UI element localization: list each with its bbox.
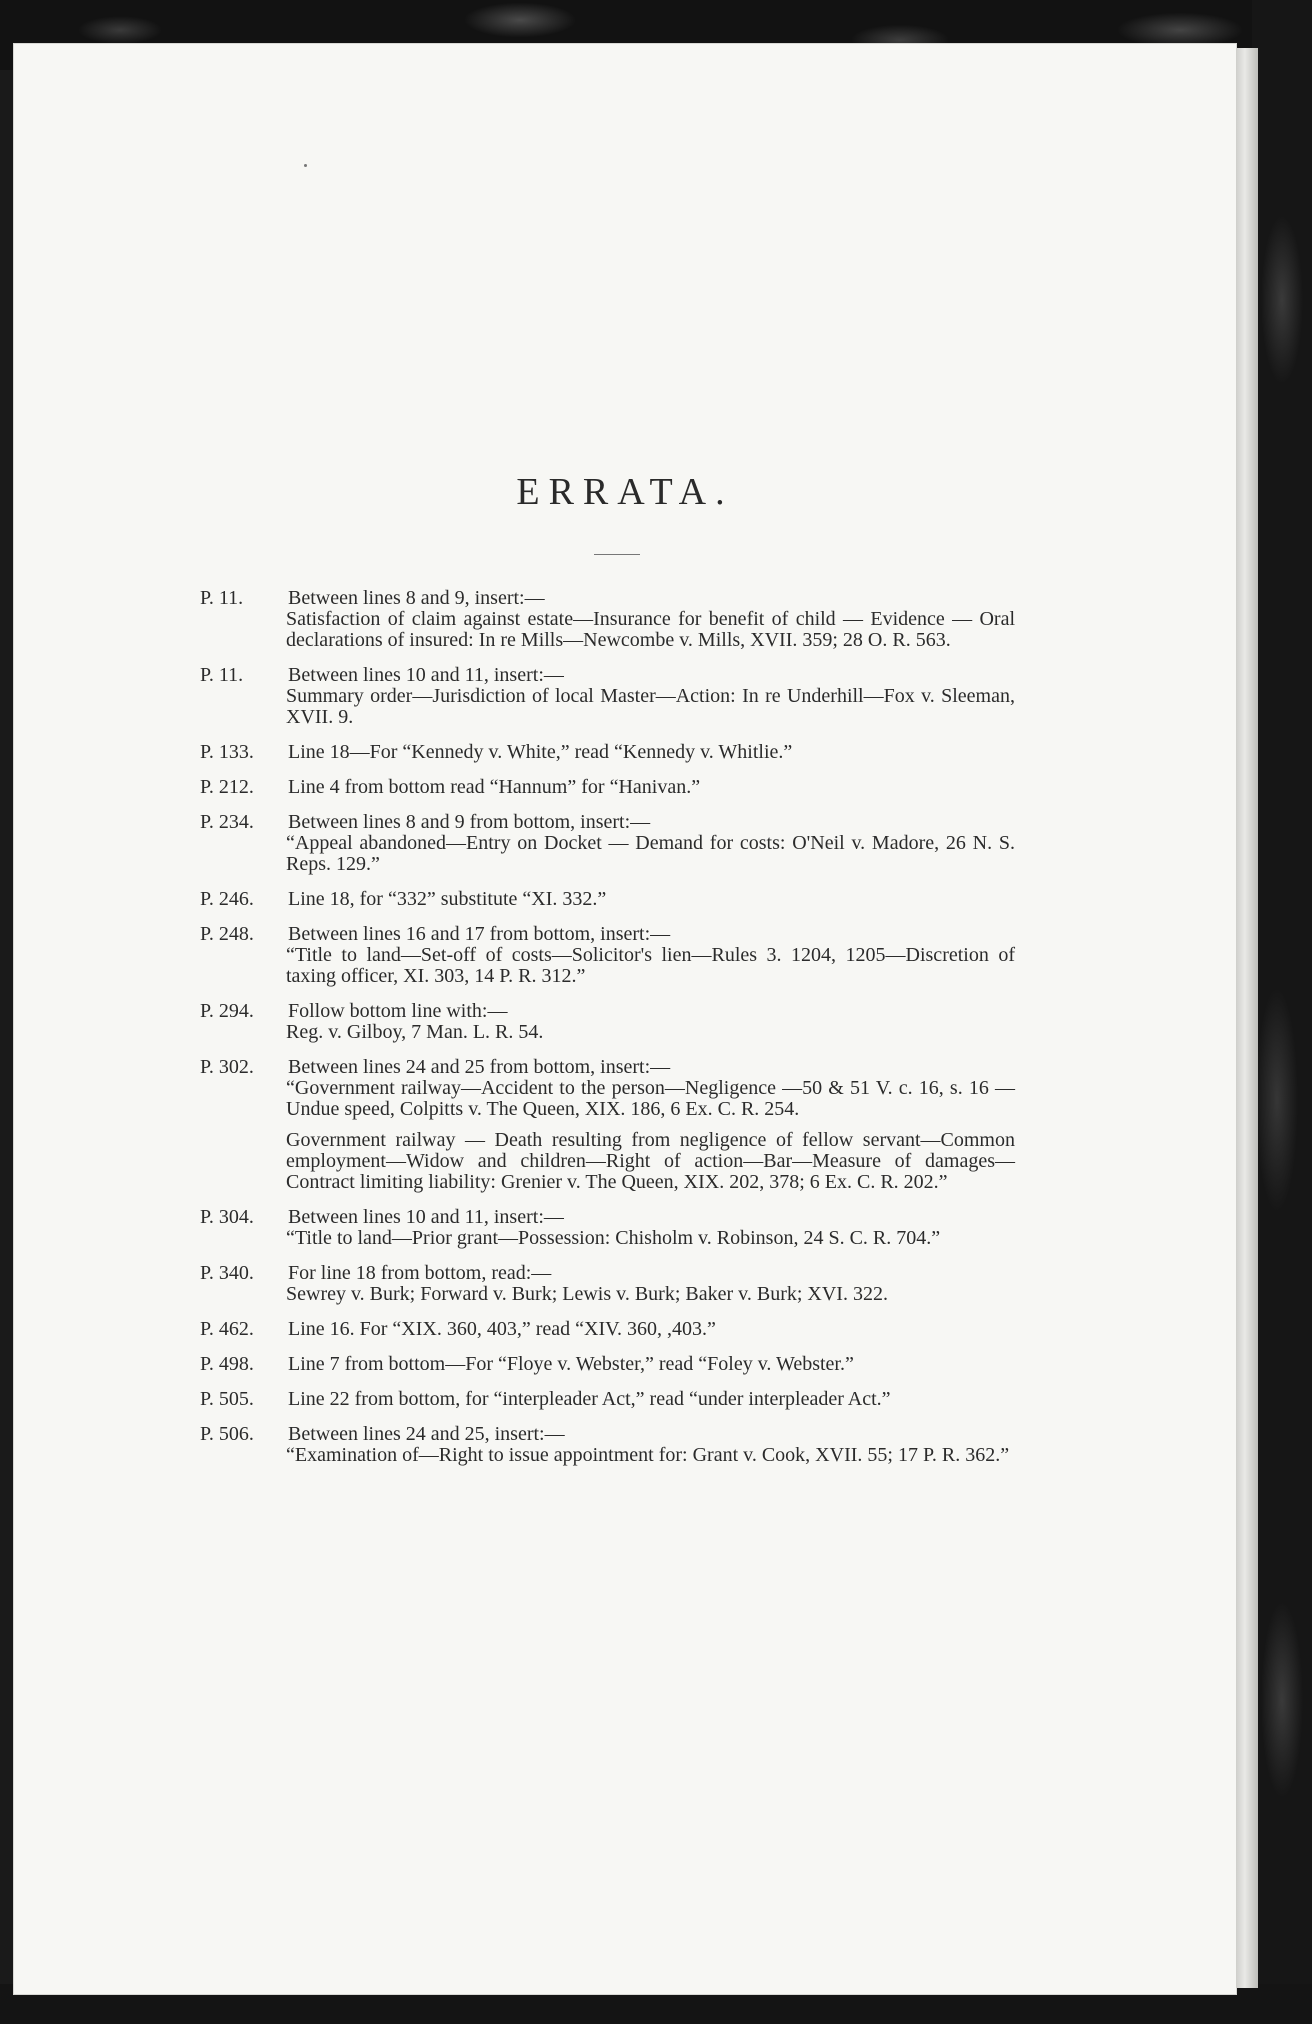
errata-instruction: Line 16. For “XIX. 360, 403,” read “XIV. 360, ,403.” (288, 1318, 716, 1340)
page-reference: P. 248. (200, 923, 254, 945)
errata-insert-text: Reg. v. Gilboy, 7 Man. L. R. 54. (286, 1021, 544, 1043)
errata-entry-head (200, 924, 1015, 945)
page-reference: P. 462. (200, 1318, 254, 1340)
errata-entry-head (200, 777, 1015, 798)
errata-instruction: For line 18 from bottom, read:— (288, 1262, 552, 1284)
speck (304, 164, 307, 167)
page-reference: P. 506. (200, 1423, 254, 1445)
errata-entry-head (200, 665, 1015, 686)
errata-entry-head (200, 1424, 1015, 1445)
errata-entry (200, 1263, 1015, 1305)
page-reference: P. 340. (200, 1262, 254, 1284)
errata-instruction: Follow bottom line with:— (288, 1000, 508, 1022)
errata-entry (200, 1354, 1015, 1375)
errata-instruction: Between lines 8 and 9, insert:— (288, 587, 545, 609)
errata-entry (200, 889, 1015, 910)
errata-insert-text: Summary order—Jurisdiction of local Master—Action: In re Underhill—Fox v. Sleeman, XVII. 9. (286, 685, 1015, 728)
errata-entry (200, 588, 1015, 651)
errata-entry (200, 1424, 1015, 1466)
page-reference: P. 11. (200, 587, 244, 609)
errata-instruction: Between lines 24 and 25, insert:— (288, 1423, 565, 1445)
errata-entry-head (200, 1057, 1015, 1078)
errata-instruction: Between lines 16 and 17 from bottom, insert:— (288, 923, 671, 945)
errata-insert-text: “Government railway—Accident to the person—Negligence —50 & 51 V. c. 16, s. 16 — Undue speed, Colpitts v. The Queen, XIX. 186, 6 Ex. C. R. 254. (286, 1077, 1015, 1120)
errata-entry-head (200, 1389, 1015, 1410)
errata-entry-head (200, 588, 1015, 609)
errata-insert-text: Government railway — Death resulting from negligence of fellow servant—Common employment—Widow and children—Right of action—Bar—Measure of damages—Contract limiting liability: Grenier v. The Queen, XIX. 202, 378; 6 Ex. C. R. 202.” (286, 1129, 1015, 1193)
errata-instruction: Line 18—For “Kennedy v. White,” read “Kennedy v. Whitlie.” (288, 741, 793, 763)
errata-entry (200, 812, 1015, 875)
errata-entry (200, 924, 1015, 987)
page-reference: P. 234. (200, 811, 254, 833)
errata-insert-text: “Examination of—Right to issue appointment for: Grant v. Cook, XVII. 55; 17 P. R. 362.” (286, 1444, 1010, 1466)
errata-entry-head (200, 1263, 1015, 1284)
page-reference: P. 304. (200, 1206, 254, 1228)
errata-entry (200, 1207, 1015, 1249)
errata-entry-head (200, 889, 1015, 910)
errata-entry-head (200, 1207, 1015, 1228)
errata-entry-head (200, 742, 1015, 763)
errata-insert-text: Satisfaction of claim against estate—Insurance for benefit of child — Evidence — Oral declarations of insured: In re Mills—Newcombe v. Mills, XVII. 359; 28 O. R. 563. (286, 608, 1015, 651)
errata-entry-head (200, 812, 1015, 833)
errata-entry-head (200, 1001, 1015, 1022)
errata-entry (200, 742, 1015, 763)
errata-instruction: Line 22 from bottom, for “interpleader Act,” read “under interpleader Act.” (288, 1388, 891, 1410)
page-reference: P. 212. (200, 776, 254, 798)
errata-instruction: Line 4 from bottom read “Hannum” for “Hanivan.” (288, 776, 701, 798)
page-reference: P. 294. (200, 1000, 254, 1022)
page-reference: P. 11. (200, 664, 244, 686)
page-reference: P. 505. (200, 1388, 254, 1410)
errata-list (200, 588, 1015, 1480)
title-rule (594, 554, 640, 555)
errata-entry-head (200, 1354, 1015, 1375)
errata-instruction: Between lines 24 and 25 from bottom, insert:— (288, 1056, 671, 1078)
errata-entry (200, 1389, 1015, 1410)
page-reference: P. 246. (200, 888, 254, 910)
errata-entry (200, 1057, 1015, 1193)
page-reference: P. 133. (200, 741, 254, 763)
errata-entry (200, 1319, 1015, 1340)
errata-entry (200, 1001, 1015, 1043)
page-title: ERRATA. (516, 471, 734, 513)
errata-entry (200, 665, 1015, 728)
errata-insert-text: “Title to land—Set-off of costs—Solicitor's lien—Rules 3. 1204, 1205—Discretion of taxing officer, XI. 303, 14 P. R. 312.” (286, 944, 1015, 987)
errata-insert-text: Sewrey v. Burk; Forward v. Burk; Lewis v. Burk; Baker v. Burk; XVI. 322. (286, 1283, 888, 1305)
errata-instruction: Line 7 from bottom—For “Floye v. Webster,” read “Foley v. Webster.” (288, 1353, 854, 1375)
page-reference: P. 498. (200, 1353, 254, 1375)
page-reference: P. 302. (200, 1056, 254, 1078)
page-fold (1236, 48, 1258, 1988)
errata-insert-text: “Title to land—Prior grant—Possession: Chisholm v. Robinson, 24 S. C. R. 704.” (286, 1227, 941, 1249)
errata-insert-text: “Appeal abandoned—Entry on Docket — Demand for costs: O'Neil v. Madore, 26 N. S. Reps. 129.” (286, 832, 1015, 875)
errata-entry-head (200, 1319, 1015, 1340)
right-background (1252, 0, 1312, 2024)
errata-instruction: Between lines 10 and 11, insert:— (288, 664, 564, 686)
errata-instruction: Between lines 10 and 11, insert:— (288, 1206, 564, 1228)
errata-instruction: Line 18, for “332” substitute “XI. 332.” (288, 888, 607, 910)
errata-instruction: Between lines 8 and 9 from bottom, insert:— (288, 811, 651, 833)
errata-entry (200, 777, 1015, 798)
